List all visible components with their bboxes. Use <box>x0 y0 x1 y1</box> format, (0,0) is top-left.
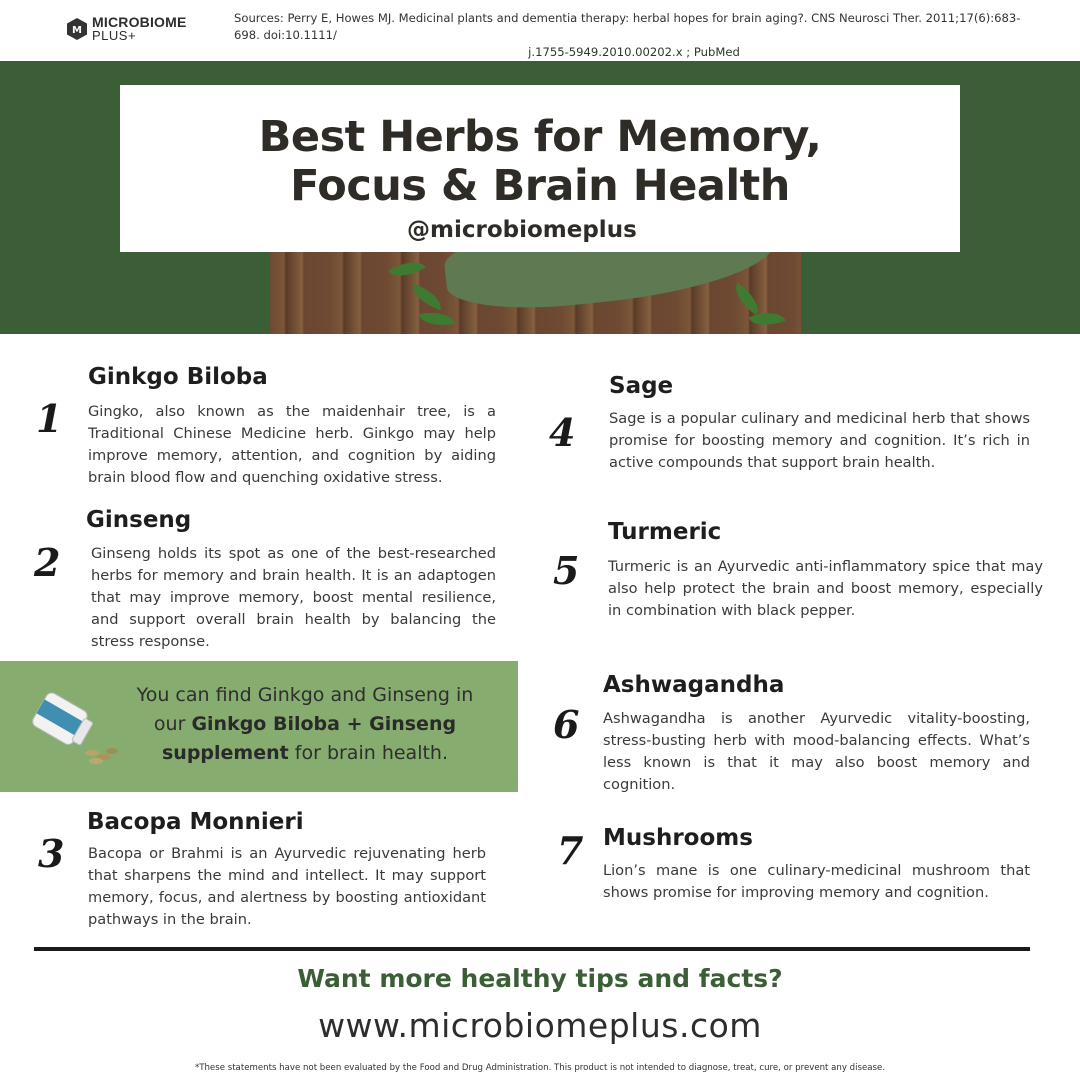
promo-text-after: for brain health. <box>288 742 448 764</box>
page-title-line-1: Best Herbs for Memory, <box>258 112 822 162</box>
title-banner <box>0 61 1080 334</box>
brand-suffix: PLUS+ <box>92 28 137 43</box>
herb-number: 1 <box>36 396 63 441</box>
herb-name: Turmeric <box>608 519 722 545</box>
promo-message <box>120 681 490 768</box>
brand-name: MICROBIOME <box>92 14 187 30</box>
herb-number: 5 <box>553 548 580 593</box>
herbs-on-wood-photo <box>270 251 801 334</box>
herb-name: Mushrooms <box>603 825 753 851</box>
herb-number: 4 <box>549 410 576 455</box>
sources-line-2: j.1755-5949.2010.00202.x ; PubMed <box>528 45 740 59</box>
sources-line-1: Sources: Perry E, Howes MJ. Medicinal plants and dementia therapy: herbal hopes for brain aging?. CNS Neurosci Ther. 2011;17(6):683-698. doi:10.1111/ <box>234 11 1021 42</box>
herb-number: 3 <box>38 831 65 876</box>
herb-number: 6 <box>553 702 580 747</box>
social-handle: @microbiomeplus <box>407 217 637 243</box>
herb-name: Ginkgo Biloba <box>88 364 268 390</box>
footer-cta: Want more healthy tips and facts? <box>297 964 783 993</box>
herb-number: 7 <box>557 828 584 873</box>
herb-name: Sage <box>609 373 674 399</box>
herb-description: Ginseng holds its spot as one of the best-researched herbs for memory and brain health. It is an adaptogen that may improve memory, boost mental resilience, and support overall brain health by balancing the stress response. <box>91 545 496 650</box>
website-link[interactable]: www.microbiomeplus.com <box>318 1006 762 1045</box>
sources-citation <box>234 10 1034 61</box>
herb-description: Bacopa or Brahmi is an Ayurvedic rejuvenating herb that sharpens the mind and intellect. It may support memory, focus, and alertness by boosting antioxidant pathways in the brain. <box>88 845 486 928</box>
fda-disclaimer: *These statements have not been evaluated by the Food and Drug Administration. This product is not intended to diagnose, treat, cure, or prevent any disease. <box>194 1063 886 1073</box>
herb-description: Sage is a popular culinary and medicinal herb that shows promise for boosting memory and cognition. It’s rich in active compounds that support brain health. <box>609 410 1030 471</box>
promo-product-name: Ginkgo Biloba + Ginseng supplement <box>162 713 457 764</box>
brand-logo <box>66 16 187 42</box>
promo-box <box>0 661 518 792</box>
herb-name: Ginseng <box>86 507 192 533</box>
supplement-bottle-icon <box>22 691 122 766</box>
svg-text:M: M <box>72 25 82 36</box>
herb-description: Ashwagandha is another Ayurvedic vitality-boosting, stress-busting herb with mood-balancing effects. What’s less known is that it may also boost memory and cognition. <box>603 710 1030 793</box>
page-title <box>120 113 960 211</box>
herb-name: Bacopa Monnieri <box>87 809 304 835</box>
herb-description: Turmeric is an Ayurvedic anti-inflammatory spice that may also help protect the brain and boost memory, especially in combination with black pepper. <box>608 558 1043 619</box>
herb-description: Lion’s mane is one culinary-medicinal mushroom that shows promise for improving memory and cognition. <box>603 862 1030 901</box>
page-title-line-2: Focus & Brain Health <box>290 161 790 211</box>
herb-name: Ashwagandha <box>603 672 785 698</box>
footer-divider <box>34 947 1030 951</box>
microbiome-logo-hex-icon <box>66 17 88 41</box>
promo-text-before: You can find Ginkgo and Ginseng in our <box>136 684 474 735</box>
herb-description: Gingko, also known as the maidenhair tree, is a Traditional Chinese Medicine herb. Ginkgo may help improve memory, attention, and cognition by aiding brain blood flow and quenching oxidative stress. <box>88 403 496 486</box>
herb-number: 2 <box>34 540 61 585</box>
